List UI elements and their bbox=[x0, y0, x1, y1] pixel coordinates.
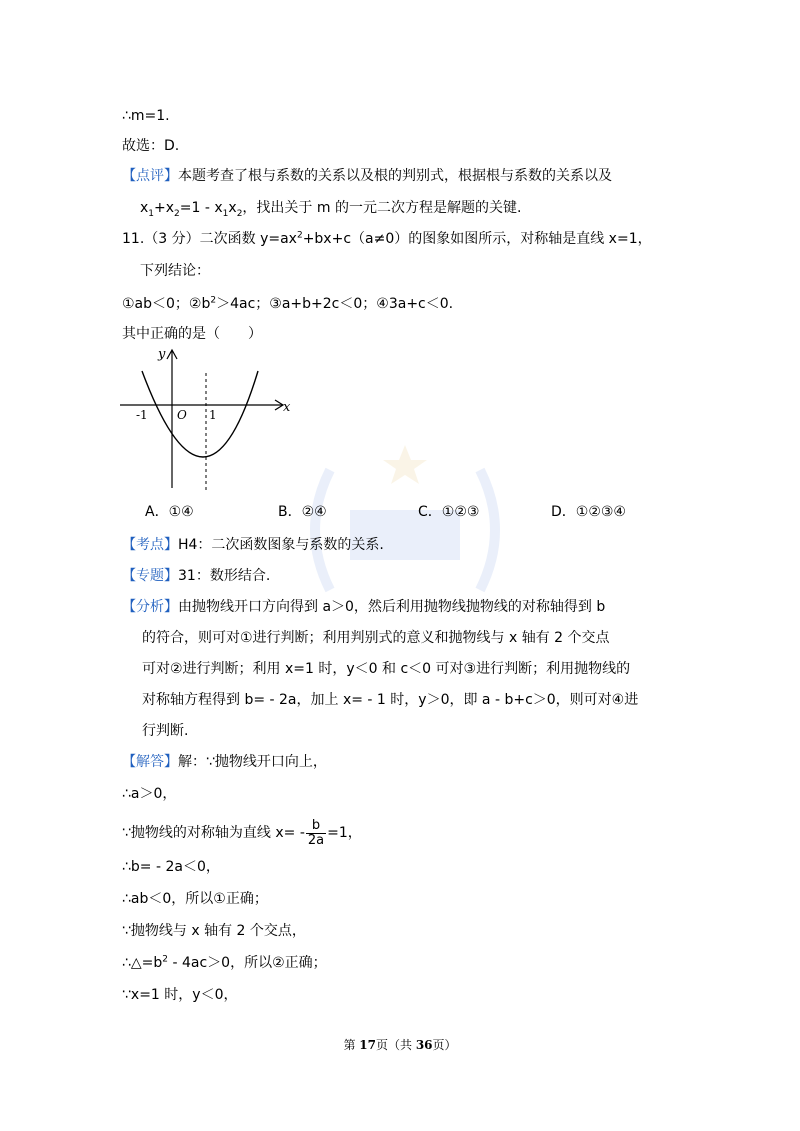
items-part-b: ＞4ac；③a+b+2c＜0；④3a+c＜0. bbox=[216, 296, 454, 312]
comment-formula-eq: =1 - x bbox=[179, 200, 223, 216]
sub-3: 1 bbox=[222, 208, 229, 219]
fenxi-line-1 bbox=[122, 597, 605, 617]
origin-label: O bbox=[177, 408, 187, 422]
line-m-equals-1: ∴m=1. bbox=[122, 108, 170, 124]
comment-line bbox=[122, 166, 612, 186]
sub-1: 1 bbox=[148, 208, 155, 219]
footer-prefix: 第 bbox=[343, 1038, 360, 1052]
zhuanti-tag: 【专题】 bbox=[122, 568, 178, 584]
kaodian-line bbox=[122, 535, 384, 555]
step6-part-b: - 4ac＞0，所以②正确； bbox=[168, 955, 327, 971]
step2-tail: =1， bbox=[327, 825, 362, 841]
fraction-b-over-2a bbox=[306, 819, 326, 848]
fenxi-line-3: 可对②进行判断；利用 x=1 时，y＜0 和 c＜0 可对③进行判断；利用抛物线的 bbox=[142, 661, 631, 677]
stem-part-a: 11.（3 分）二次函数 y=ax bbox=[122, 231, 297, 247]
zhuanti-line bbox=[122, 566, 270, 586]
fenxi-line-5: 行判断. bbox=[142, 723, 189, 739]
fraction-denominator: 2a bbox=[307, 832, 325, 848]
jieda-tag: 【解答】 bbox=[122, 754, 178, 770]
question-11-ask: 其中正确的是（ ） bbox=[122, 326, 262, 342]
solution-step-7: ∵x=1 时，y＜0， bbox=[122, 987, 238, 1003]
comment-formula-x2: x bbox=[228, 200, 237, 216]
page-number: 17 bbox=[359, 1038, 376, 1052]
comment-formula-x: x bbox=[140, 200, 149, 216]
fenxi-line-2: 的符合，则可对①进行判断；利用判别式的意义和抛物线与 x 轴有 2 个交点 bbox=[142, 630, 610, 646]
step6-sup: 2 bbox=[162, 954, 169, 965]
option-a: A．①④ bbox=[145, 504, 194, 520]
stem-part-b: +bx+c（a≠0）的图象如图所示，对称轴是直线 x=1， bbox=[302, 231, 652, 247]
kaodian-tag: 【考点】 bbox=[122, 537, 178, 553]
items-part-a: ①ab＜0；②b bbox=[122, 296, 211, 312]
tick-one: 1 bbox=[209, 408, 217, 422]
option-c: C．①②③ bbox=[418, 504, 480, 520]
fenxi-text-1: 由抛物线开口方向得到 a＞0，然后利用抛物线抛物线的对称轴得到 b bbox=[178, 599, 606, 615]
fenxi-line-4: 对称轴方程得到 b= - 2a，加上 x= - 1 时，y＞0，即 a - b+c＞0，则可对④进 bbox=[142, 692, 639, 708]
step6-part-a: ∴△=b bbox=[122, 955, 163, 971]
x-label: x bbox=[283, 400, 291, 415]
fraction-numerator: b bbox=[306, 819, 326, 834]
sub-4: 2 bbox=[236, 208, 243, 219]
line-answer-choice: 故选：D. bbox=[122, 138, 180, 154]
option-b: B．②④ bbox=[278, 504, 327, 520]
parabola-curve bbox=[142, 371, 258, 457]
items-sup: 2 bbox=[210, 295, 217, 306]
page-footer bbox=[0, 1036, 800, 1053]
solution-step-6 bbox=[122, 953, 327, 973]
comment-formula-plus: +x bbox=[154, 200, 175, 216]
jieda-text: 解：∵抛物线开口向上， bbox=[178, 754, 327, 770]
kaodian-text: H4：二次函数图象与系数的关系. bbox=[178, 537, 384, 553]
page-total: 36 bbox=[415, 1038, 433, 1052]
solution-step-2 bbox=[122, 816, 362, 850]
tick-minus-one: -1 bbox=[136, 408, 148, 422]
comment-text: 本题考查了根与系数的关系以及根的判别式，根据根与系数的关系以及 bbox=[178, 168, 612, 184]
solution-step-4: ∴ab＜0，所以①正确； bbox=[122, 891, 268, 907]
solution-step-3: ∴b= - 2a＜0， bbox=[122, 859, 220, 875]
step2-text: ∵抛物线的对称轴为直线 x= - bbox=[122, 825, 305, 841]
parabola-graph bbox=[120, 343, 300, 493]
question-11-stem-2: 下列结论： bbox=[140, 263, 210, 279]
comment-line-2 bbox=[140, 198, 521, 218]
footer-suffix: 页） bbox=[432, 1038, 457, 1052]
watermark-laurel bbox=[290, 440, 520, 610]
fenxi-tag: 【分析】 bbox=[122, 599, 178, 615]
question-11-items bbox=[122, 294, 453, 314]
question-11-stem bbox=[122, 229, 652, 249]
footer-middle: 页（共 bbox=[375, 1038, 416, 1052]
zhuanti-text: 31：数形结合. bbox=[178, 568, 271, 584]
y-label: y bbox=[158, 347, 166, 362]
sup-2: 2 bbox=[296, 230, 303, 241]
solution-step-5: ∵抛物线与 x 轴有 2 个交点， bbox=[122, 923, 306, 939]
comment-text-2: ，找出关于 m 的一元二次方程是解题的关键. bbox=[242, 200, 522, 216]
comment-tag: 【点评】 bbox=[122, 168, 178, 184]
solution-step-1: ∴a＞0， bbox=[122, 786, 177, 802]
sub-2: 2 bbox=[174, 208, 180, 219]
option-d: D．①②③④ bbox=[551, 504, 626, 520]
jieda-line bbox=[122, 752, 327, 772]
